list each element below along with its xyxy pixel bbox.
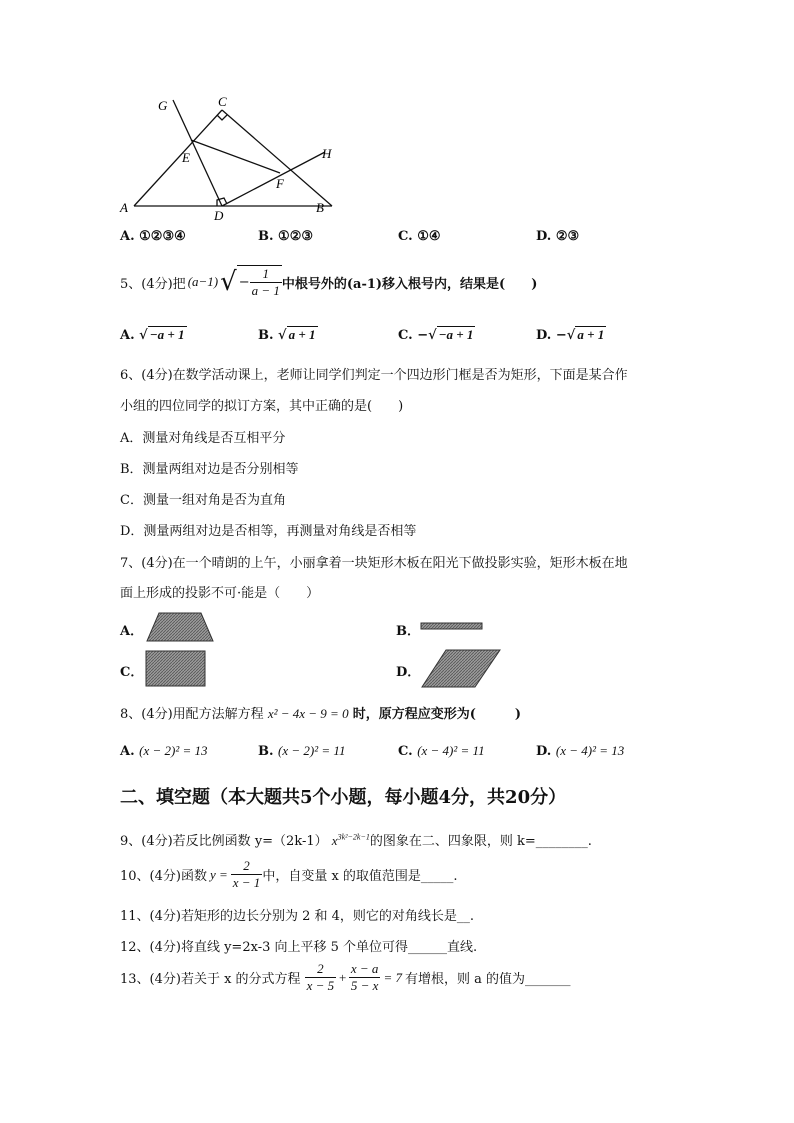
geometry-figure (110, 88, 350, 223)
question-8: 8、(4分)用配方法解方程 x² − 4x − 9 = 0 时，原方程应变形为( ) (120, 706, 522, 722)
q8-option-c: C. (x − 4)² = 11 (398, 743, 485, 759)
q5-option-d: D. −√ a + 1 (536, 327, 605, 343)
q6-line-2: 小组的四位同学的拟订方案，其中正确的是( ) (120, 399, 404, 414)
rectangle-shape (145, 650, 207, 688)
q4-option-c: C. ①④ (398, 229, 441, 244)
q8-option-d: D. (x − 4)² = 13 (536, 743, 625, 759)
q5-rad-num: 1 (250, 266, 282, 283)
q5-option-a: A. √ −a + 1 (120, 327, 185, 343)
parallelogram-shape (420, 649, 502, 689)
q4-option-a: A. ①②③④ (120, 229, 186, 244)
q8-equation: x² − 4x − 9 = 0 (267, 706, 349, 721)
question-9: 9、(4分)若反比例函数 y=（2k-1） $x^{3k^2-2k-1}$的图象在二、四象限，则 k=________. (120, 832, 592, 849)
label-E: E (182, 150, 190, 165)
q7-option-b-label: B． (396, 624, 420, 639)
q5-rad-den: a − 1 (251, 283, 280, 298)
label-F: F (276, 176, 284, 191)
question-13: 13、(4分)若关于 x 的分式方程 $\frac{2}{x - 5}$ + $\frac{x - a}{5 - x}$ = 7 有增根，则 a 的值为_______ (120, 961, 571, 993)
q7-line-2: 面上形成的投影不可·能是（ ） (120, 586, 320, 601)
q5-prefix: 5、(4分)把 (120, 276, 186, 292)
q6-option-a: A．测量对角线是否互相平分 (120, 431, 286, 446)
trapezoid-shape (145, 612, 215, 642)
question-5: 5、(4分)把 (a−1) √ − $\frac{1}{a - 1}$ 中根号外的(a-1)移入根号内，结果是( ) (120, 266, 538, 298)
sqrt-sign-icon: √ (220, 267, 237, 297)
q7-option-a-label: A． (120, 624, 144, 639)
label-C: C (218, 94, 227, 109)
q7-line-1: 7、(4分)在一个晴朗的上午，小丽拿着一块矩形木板在阳光下做投影实验，矩形木板在地 (120, 556, 628, 571)
section-2-heading: 二、填空题（本大题共5个小题，每小题4分，共20分） (120, 787, 567, 808)
q4-option-d: D. ②③ (536, 229, 580, 244)
q6-option-b: B．测量两组对边是否分别相等 (120, 462, 299, 477)
q4-option-b: B. ①②③ (258, 229, 314, 244)
thin-bar-shape (420, 622, 484, 632)
question-12: 12、(4分)将直线 y=2x-3 向上平移 5 个单位可得______直线. (120, 940, 478, 955)
label-H: H (322, 146, 332, 161)
label-B: B (316, 200, 324, 215)
label-G: G (158, 98, 168, 113)
question-11: 11、(4分)若矩形的边长分别为 2 和 4，则它的对角线长是__. (120, 909, 475, 924)
q6-option-d: D．测量两组对边是否相等，再测量对角线是否相等 (120, 524, 417, 539)
label-D: D (214, 208, 224, 223)
q6-option-c: C．测量一组对角是否为直角 (120, 493, 286, 508)
q5-coef: (a−1) (187, 274, 219, 289)
label-A: A (120, 200, 128, 215)
q7-option-d-label: D． (396, 665, 421, 680)
q8-option-b: B. (x − 2)² = 11 (258, 743, 346, 759)
q5-option-b: B. √ a + 1 (258, 327, 316, 343)
q5-option-c: C. −√ −a + 1 (398, 327, 474, 343)
q5-suffix: 中根号外的(a-1)移入根号内，结果是( ) (281, 276, 538, 292)
q8-option-a: A. (x − 2)² = 13 (120, 743, 208, 759)
q6-line-1: 6、(4分)在数学活动课上，老师让同学们判定一个四边形门框是否为矩形，下面是某合作 (120, 368, 628, 383)
question-10: 10、(4分)函数 y = $\frac{2}{x - 1}$ 中，自变量 x 的取值范围是_____. (120, 858, 458, 890)
q7-option-c-label: C． (120, 665, 144, 680)
